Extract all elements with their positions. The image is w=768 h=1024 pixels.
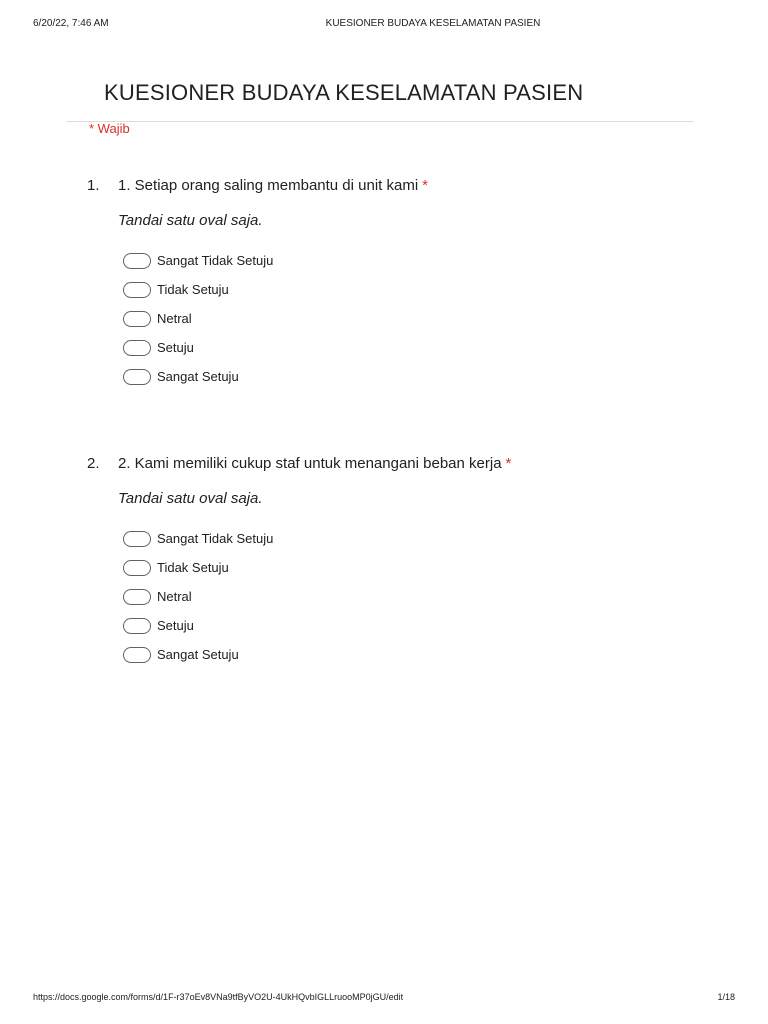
- question-text: 2. Kami memiliki cukup staf untuk menangani beban kerja: [118, 455, 502, 472]
- options-list: [123, 531, 273, 676]
- option-label: Tidak Setuju: [157, 282, 229, 297]
- option-sangat-setuju[interactable]: [123, 369, 273, 398]
- option-netral[interactable]: [123, 589, 273, 618]
- radio-oval[interactable]: [123, 560, 151, 576]
- required-note: * Wajib: [89, 121, 130, 136]
- question-instruction: Tandai satu oval saja.: [118, 212, 263, 229]
- required-asterisk: *: [505, 455, 512, 472]
- option-sangat-tidak-setuju[interactable]: [123, 253, 273, 282]
- print-header-title: KUESIONER BUDAYA KESELAMATAN PASIEN: [325, 18, 541, 29]
- option-label: Tidak Setuju: [157, 560, 229, 575]
- print-date: 6/20/22, 7:46 AM: [33, 18, 109, 29]
- question-text-wrap: [118, 177, 428, 194]
- radio-oval[interactable]: [123, 282, 151, 298]
- option-label: Netral: [157, 311, 192, 326]
- page-number: 1/18: [717, 992, 735, 1002]
- option-netral[interactable]: [123, 311, 273, 340]
- option-tidak-setuju[interactable]: [123, 282, 273, 311]
- option-label: Setuju: [157, 618, 194, 633]
- print-url: https://docs.google.com/forms/d/1F-r37oEv8VNa9tfByVO2U-4UkHQvbIGLLruooMP0jGU/edit: [33, 992, 404, 1002]
- option-label: Sangat Tidak Setuju: [157, 253, 274, 268]
- radio-oval[interactable]: [123, 647, 151, 663]
- title-divider: [66, 121, 694, 122]
- radio-oval[interactable]: [123, 531, 151, 547]
- options-list: [123, 253, 273, 398]
- form-title: KUESIONER BUDAYA KESELAMATAN PASIEN: [104, 80, 584, 105]
- radio-oval[interactable]: [123, 369, 151, 385]
- question-text: 1. Setiap orang saling membantu di unit kami: [118, 177, 419, 194]
- radio-oval[interactable]: [123, 311, 151, 327]
- option-tidak-setuju[interactable]: [123, 560, 273, 589]
- required-asterisk: *: [422, 177, 429, 194]
- option-label: Sangat Setuju: [157, 647, 239, 662]
- print-header: [0, 18, 768, 32]
- option-label: Sangat Tidak Setuju: [157, 531, 274, 546]
- option-label: Setuju: [157, 340, 194, 355]
- question-number: 2.: [87, 455, 100, 472]
- option-sangat-setuju[interactable]: [123, 647, 273, 676]
- radio-oval[interactable]: [123, 253, 151, 269]
- radio-oval[interactable]: [123, 340, 151, 356]
- option-setuju[interactable]: [123, 340, 273, 369]
- question-text-wrap: [118, 455, 511, 472]
- option-setuju[interactable]: [123, 618, 273, 647]
- question-number: 1.: [87, 177, 100, 194]
- option-label: Sangat Setuju: [157, 369, 239, 384]
- radio-oval[interactable]: [123, 618, 151, 634]
- question-instruction: Tandai satu oval saja.: [118, 490, 263, 507]
- radio-oval[interactable]: [123, 589, 151, 605]
- option-sangat-tidak-setuju[interactable]: [123, 531, 273, 560]
- option-label: Netral: [157, 589, 192, 604]
